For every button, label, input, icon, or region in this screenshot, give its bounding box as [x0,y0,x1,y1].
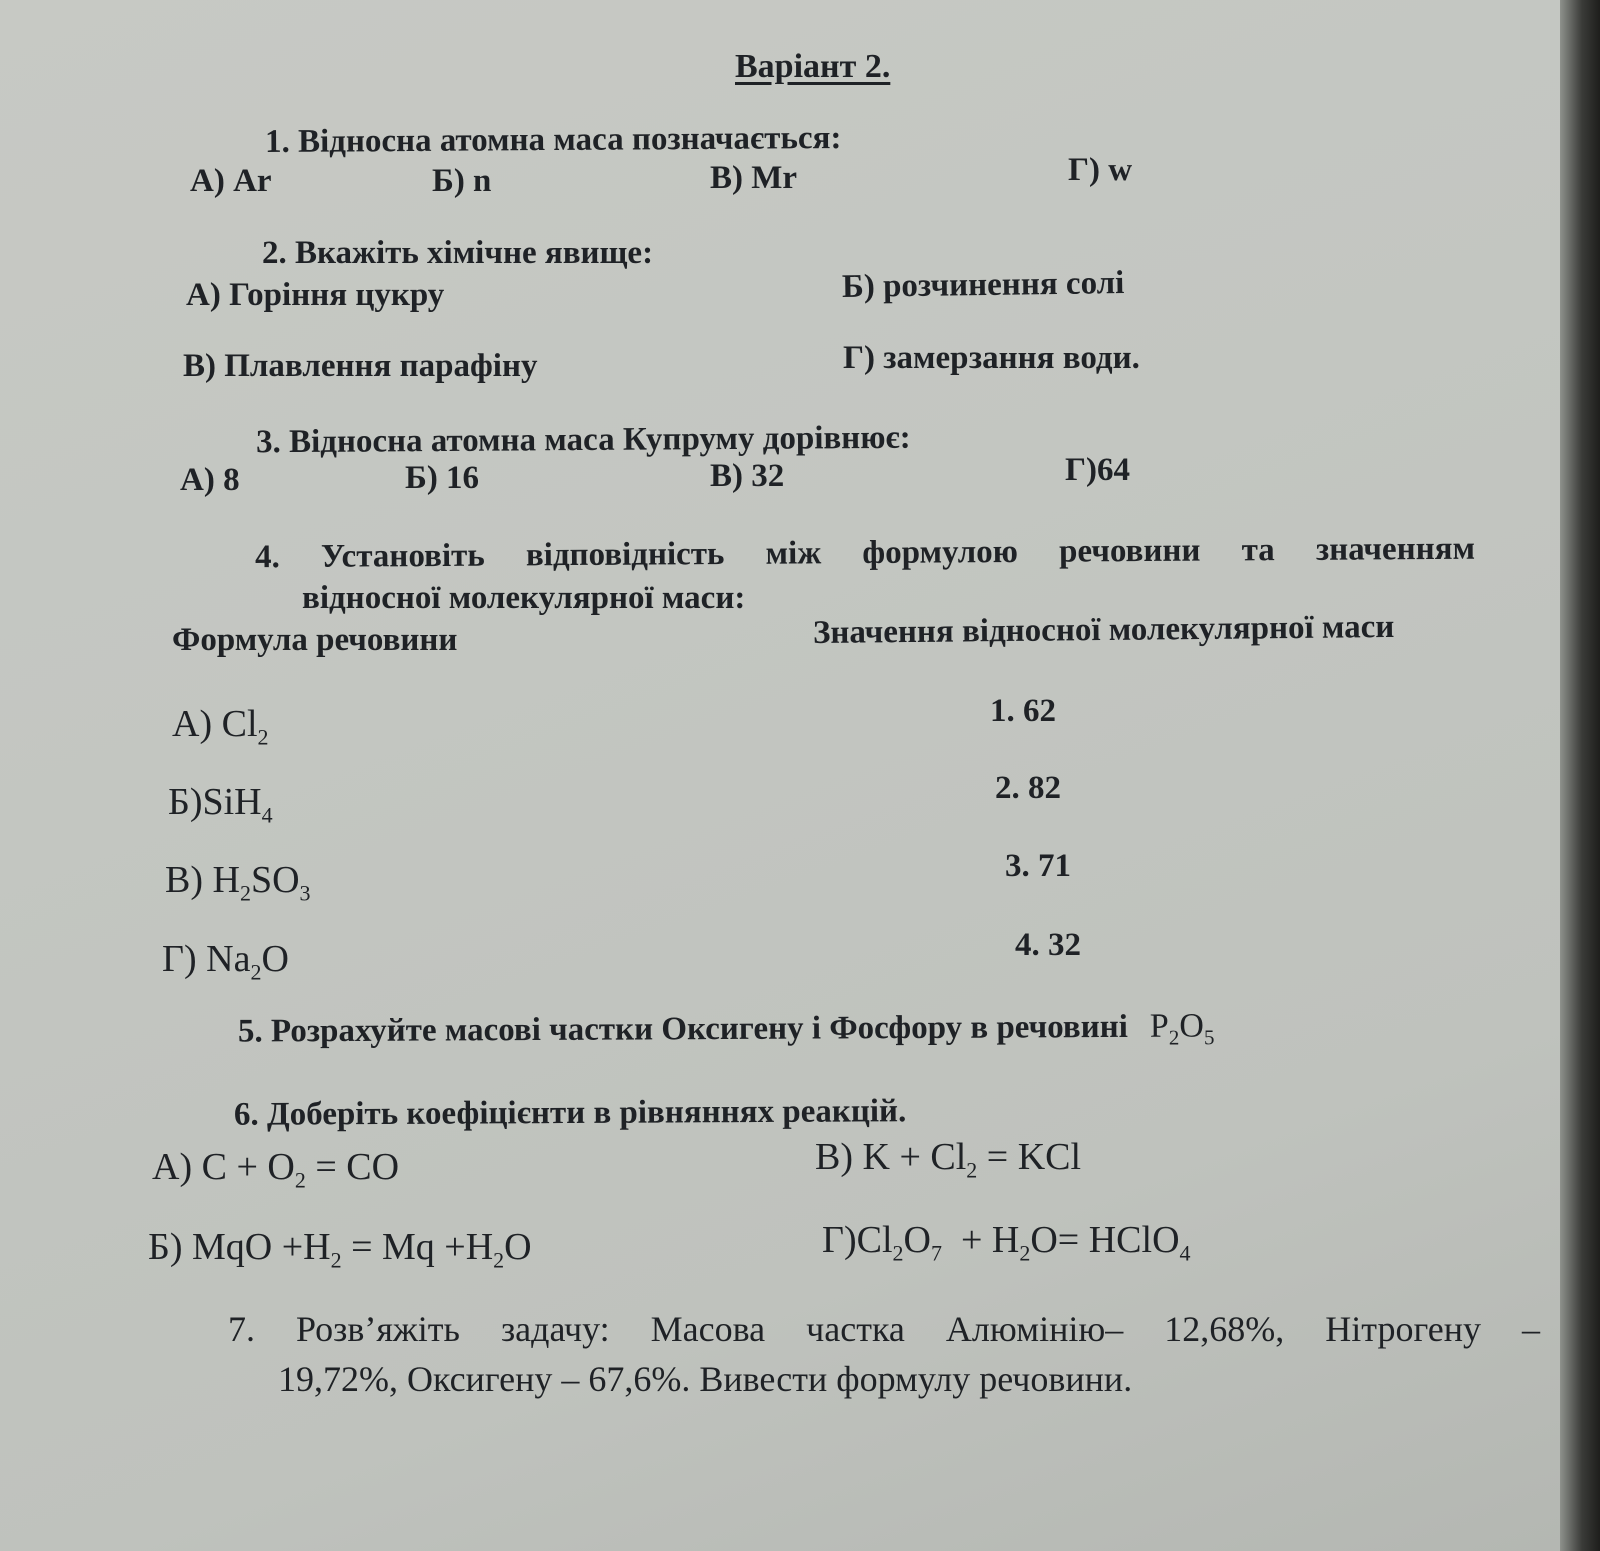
q6-equation-b: Б) MqO $+H_2 = Mq +H_2O$ [148,1226,532,1273]
q4-value-2: 2. 82 [995,770,1061,806]
q4-formula-b: Б)SiH$_4$ [168,781,273,828]
q4-formula-g: Г) $Na_2O$ [162,938,289,985]
q3-question: 3. Відносна атомна маса Купруму дорівнює: [255,419,911,461]
q3-option-g: Г)64 [1065,452,1130,488]
q4-formula-v: В) $H_2SO_3$ [165,859,311,906]
q6-equation-a: А) $C + O_2$ = CO [152,1146,400,1193]
q5-question: 5. Розрахуйте масові частки Оксигену і Фосфору в речовині $P_2O_5$ [237,1007,1215,1050]
q2-option-v: В) Плавлення парафіну [183,348,538,384]
q6-question: 6. Доберіть коефіцієнти в рівняннях реакцій. [233,1093,907,1133]
q3-option-b: Б) 16 [405,460,480,496]
q4-column-value-header: Значення відносної молекулярної маси [812,608,1395,652]
q1-option-a: А) Ar [190,163,272,199]
q4-formula-a: А) $Cl_2$ [172,703,269,750]
q4-value-4: 4. 32 [1015,927,1081,963]
q1-question: 1. Відносна атомна маса позначається: [264,119,842,161]
q1-option-b: Б) n [432,163,492,199]
q7-question-line1: 7. Розв’яжіть задачу: Масова частка Алюмінію– 12,68%, Нітрогену – [228,1309,1540,1349]
q7-question-line2: 19,72%, Оксигену – 67,6%. Вивести формулу речовини. [278,1359,1133,1399]
q4-value-3: 3. 71 [1005,848,1071,884]
page-edge-shadow [1560,0,1600,1551]
q1-option-v: В) Mr [710,160,798,196]
q2-question: 2. Вкажіть хімічне явище: [262,235,654,271]
q5-formula: $P_2O_5$ [1149,1007,1215,1050]
q3-option-a: А) 8 [180,462,240,498]
q6-equation-g: $Г)Cl_2O_7 + H_2O=$ HClO$_4$ [822,1219,1191,1266]
q4-value-1: 1. 62 [990,693,1056,729]
q4-column-formula-header: Формула речовини [172,622,458,658]
q2-option-a: А) Горіння цукру [186,277,445,313]
q4-question-line2: відносної молекулярної маси: [302,580,746,616]
q6-equation-v: В) $K + Cl_2$ = KCl [815,1136,1082,1183]
q2-option-g: Г) замерзання води. [843,340,1140,376]
page-title: Варіант 2. [735,48,891,85]
q1-option-g: Г) w [1068,152,1133,188]
q3-option-v: В) 32 [710,458,785,494]
q2-option-b: Б) розчинення солі [841,265,1125,305]
q4-question-line1: 4. Установіть відповідність між формулою речовини та значенням [254,530,1476,576]
